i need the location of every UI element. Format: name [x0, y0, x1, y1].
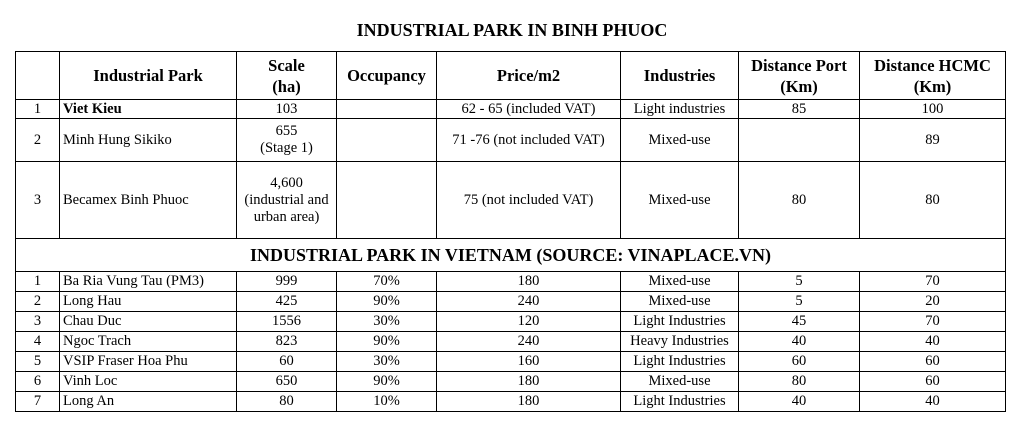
cell-no: 2: [16, 292, 60, 312]
cell-scale: 1556: [237, 312, 337, 332]
cell-no: 4: [16, 332, 60, 352]
table-header-row: [16, 52, 1006, 100]
cell-port: 60: [739, 352, 860, 372]
cell-scale: 650: [237, 372, 337, 392]
table-row: [16, 372, 1006, 392]
cell-no: 1: [16, 272, 60, 292]
cell-park: Minh Hung Sikiko: [60, 119, 237, 162]
cell-scale-line: 655: [275, 123, 298, 139]
cell-scale-line: urban area): [253, 208, 320, 225]
cell-price: 240: [437, 292, 621, 312]
cell-no: 5: [16, 352, 60, 372]
table-row: [16, 352, 1006, 372]
cell-hcmc: 60: [860, 372, 1006, 392]
cell-no: 1: [16, 100, 60, 119]
industrial-park-table: [15, 51, 1006, 412]
cell-industries: Light Industries: [621, 392, 739, 412]
cell-scale-line: (Stage 1): [260, 140, 313, 156]
cell-industries: Mixed-use: [621, 372, 739, 392]
header-port-line: Distance Port: [751, 55, 847, 75]
cell-hcmc: 20: [860, 292, 1006, 312]
table-row: [16, 119, 1006, 162]
cell-price: 180: [437, 272, 621, 292]
cell-hcmc: 80: [860, 162, 1006, 239]
cell-occupancy: 10%: [337, 392, 437, 412]
cell-port: [739, 119, 860, 162]
cell-scale-line: 4,600: [270, 174, 303, 191]
table-row: [16, 272, 1006, 292]
cell-park: Chau Duc: [60, 312, 237, 332]
cell-park: Long An: [60, 392, 237, 412]
cell-port: 40: [739, 392, 860, 412]
cell-park: Becamex Binh Phuoc: [60, 162, 237, 239]
cell-occupancy: [337, 119, 437, 162]
cell-industries: Mixed-use: [621, 292, 739, 312]
cell-scale-line: 103: [275, 100, 298, 117]
header-industrial-park: Industrial Park: [60, 52, 237, 100]
cell-hcmc: 40: [860, 392, 1006, 412]
cell-price: 240: [437, 332, 621, 352]
header-scale-unit: (ha): [272, 76, 301, 96]
header-scale-line: Scale: [268, 55, 305, 75]
cell-hcmc: 60: [860, 352, 1006, 372]
cell-price: 75 (not included VAT): [437, 162, 621, 239]
header-price: Price/m2: [437, 52, 621, 100]
cell-occupancy: 90%: [337, 372, 437, 392]
cell-hcmc: 70: [860, 312, 1006, 332]
header-hcmc-line: Distance HCMC: [874, 55, 991, 75]
header-distance-port: [739, 52, 860, 100]
cell-industries: Mixed-use: [621, 272, 739, 292]
cell-price: 120: [437, 312, 621, 332]
table-row: [16, 162, 1006, 239]
header-port-unit: (Km): [780, 76, 818, 96]
cell-industries: Mixed-use: [621, 162, 739, 239]
table-row: [16, 332, 1006, 352]
cell-scale: 60: [237, 352, 337, 372]
header-no: [16, 52, 60, 100]
cell-price: 160: [437, 352, 621, 372]
cell-port: 5: [739, 272, 860, 292]
cell-no: 2: [16, 119, 60, 162]
cell-no: 7: [16, 392, 60, 412]
cell-price: 180: [437, 372, 621, 392]
table-row: [16, 100, 1006, 119]
cell-park: VSIP Fraser Hoa Phu: [60, 352, 237, 372]
cell-hcmc: 100: [860, 100, 1006, 119]
cell-hcmc: 89: [860, 119, 1006, 162]
cell-industries: Light Industries: [621, 352, 739, 372]
table-row: [16, 292, 1006, 312]
cell-park: Vinh Loc: [60, 372, 237, 392]
cell-port: 40: [739, 332, 860, 352]
cell-scale: 425: [237, 292, 337, 312]
cell-no: 6: [16, 372, 60, 392]
cell-port: 5: [739, 292, 860, 312]
header-industries: Industries: [621, 52, 739, 100]
cell-occupancy: [337, 162, 437, 239]
cell-port: 45: [739, 312, 860, 332]
section-heading: INDUSTRIAL PARK IN VIETNAM (SOURCE: VINAPLACE.VN): [16, 239, 1006, 272]
cell-occupancy: 70%: [337, 272, 437, 292]
cell-port: 80: [739, 162, 860, 239]
cell-industries: Mixed-use: [621, 119, 739, 162]
cell-no: 3: [16, 312, 60, 332]
cell-price: 180: [437, 392, 621, 412]
cell-price: 62 - 65 (included VAT): [437, 100, 621, 119]
cell-hcmc: 70: [860, 272, 1006, 292]
cell-park: Ba Ria Vung Tau (PM3): [60, 272, 237, 292]
header-distance-hcmc: [860, 52, 1006, 100]
cell-scale: [237, 119, 337, 162]
cell-scale-line: (industrial and: [244, 191, 329, 208]
header-hcmc-unit: (Km): [913, 76, 952, 96]
table-row: [16, 312, 1006, 332]
cell-industries: Light Industries: [621, 312, 739, 332]
section-heading-row: [16, 239, 1006, 272]
cell-scale: [237, 100, 337, 119]
cell-hcmc: 40: [860, 332, 1006, 352]
cell-scale: 823: [237, 332, 337, 352]
table-row: [16, 392, 1006, 412]
cell-occupancy: 30%: [337, 312, 437, 332]
header-occupancy: Occupancy: [337, 52, 437, 100]
cell-park: Long Hau: [60, 292, 237, 312]
cell-occupancy: 90%: [337, 292, 437, 312]
cell-no: 3: [16, 162, 60, 239]
cell-scale: 999: [237, 272, 337, 292]
cell-industries: Light industries: [621, 100, 739, 119]
cell-park: Ngoc Trach: [60, 332, 237, 352]
cell-occupancy: [337, 100, 437, 119]
cell-port: 85: [739, 100, 860, 119]
cell-park: Viet Kieu: [60, 100, 237, 119]
cell-industries: Heavy Industries: [621, 332, 739, 352]
cell-price: 71 -76 (not included VAT): [437, 119, 621, 162]
cell-occupancy: 30%: [337, 352, 437, 372]
cell-occupancy: 90%: [337, 332, 437, 352]
cell-port: 80: [739, 372, 860, 392]
header-scale: [237, 52, 337, 100]
cell-scale: [237, 162, 337, 239]
page-title: INDUSTRIAL PARK IN BINH PHUOC: [356, 20, 668, 40]
cell-scale: 80: [237, 392, 337, 412]
